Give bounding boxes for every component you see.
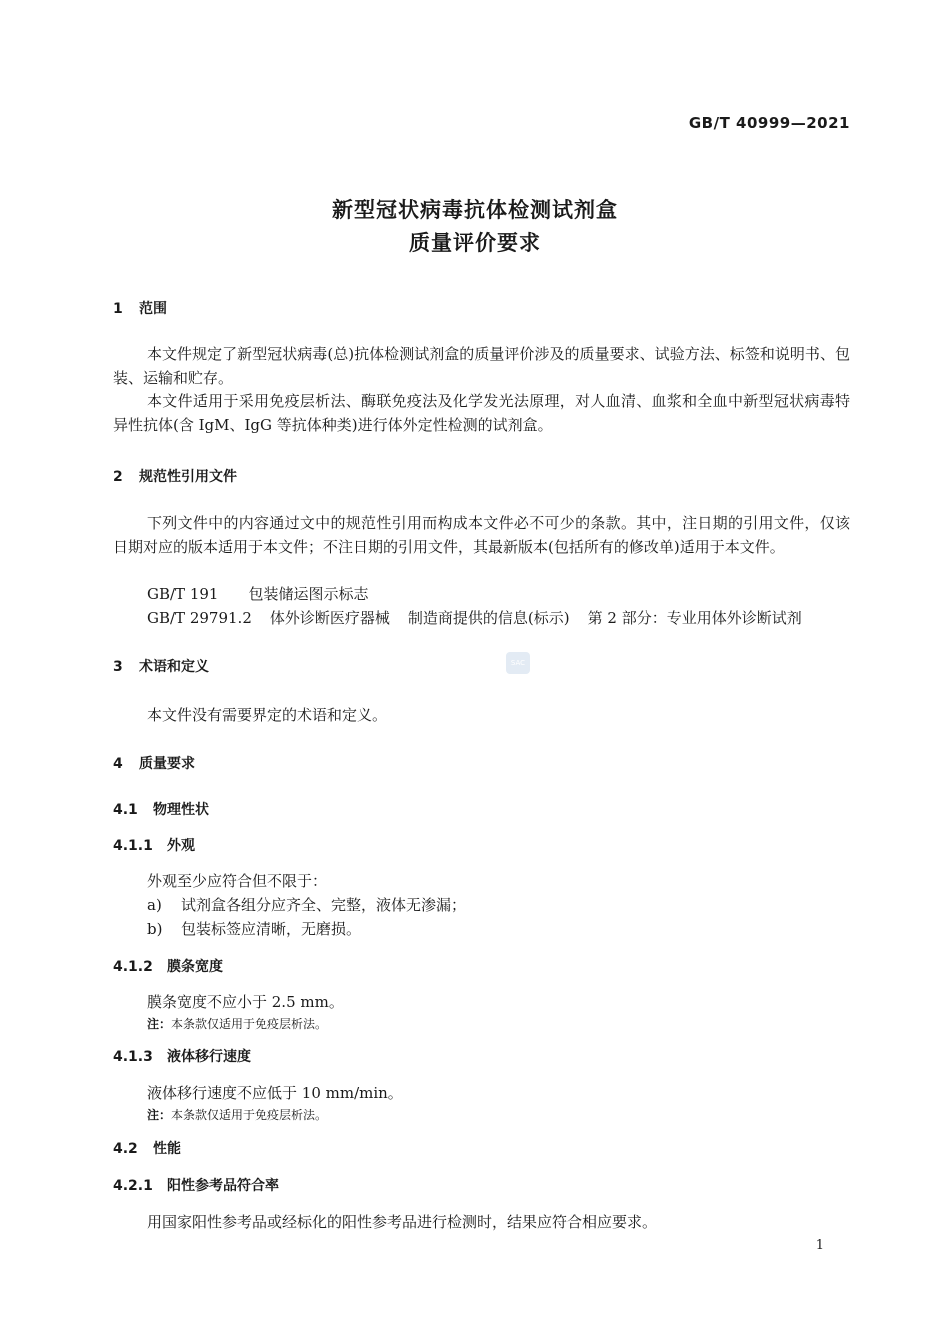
section-2-heading [113,466,237,486]
section-4-2-heading [113,1138,181,1158]
section-title: 术语和定义 [139,659,209,675]
section-number: 4.1.3 [113,1049,153,1065]
note-label: 注： [147,1017,172,1031]
page-number: 1 [815,1238,824,1253]
reference-title: 包装储运图示标志 [248,585,369,603]
section-4-1-3-heading [113,1046,251,1066]
section-number: 1 [113,301,123,317]
section-number: 4.1.2 [113,959,153,975]
section-4-1-1-heading [113,835,195,855]
reference-title-part-a: 体外诊断医疗器械 [269,609,390,627]
section-3-para-1: 本文件没有需要界定的术语和定义。 [147,706,388,724]
section-title: 膜条宽度 [167,959,223,975]
section-number: 4.1 [113,802,138,818]
section-title: 物理性状 [153,802,209,818]
reference-code: GB/T 29791.2 [147,609,252,627]
reference-code: GB/T 191 [147,585,219,603]
note [147,1106,327,1123]
sac-watermark: SAC [506,652,530,674]
section-number: 2 [113,469,123,485]
document-title-line1: 新型冠状病毒抗体检测试剂盒 [332,198,618,222]
reference-1 [147,583,368,604]
note-text: 本条款仅适用于免疫层析法。 [171,1017,328,1031]
section-title: 阳性参考品符合率 [167,1178,279,1194]
section-title: 外观 [167,838,195,854]
section-title: 范围 [139,301,167,317]
list-item-a [147,894,466,915]
section-title: 质量要求 [139,756,195,772]
section-3-heading [113,656,209,676]
reference-title-part-c: 第 2 部分：专业用体外诊断试剂 [587,609,802,627]
note-text: 本条款仅适用于免疫层析法。 [171,1108,328,1122]
section-title: 液体移行速度 [167,1049,251,1065]
section-number: 3 [113,659,123,675]
list-item-text: 包装标签应清晰，无磨损。 [181,920,362,938]
section-number: 4.2 [113,1141,138,1157]
list-item-text: 试剂盒各组分应齐全、完整，液体无渗漏； [181,896,467,914]
positive-reference-text: 用国家阳性参考品或经标化的阳性参考品进行检测时，结果应符合相应要求。 [147,1213,658,1231]
list-item-label: a) [147,896,162,914]
section-1-para-2: 本文件适用于采用免疫层析法、酶联免疫法及化学发光法原理，对人血清、血浆和全血中新型冠状病毒特异性抗体(含 IgM、IgG 等抗体种类)进行体外定性检测的试剂盒。 [113,392,850,434]
reference-title-part-b: 制造商提供的信息(标示) [407,609,570,627]
section-4-1-2-heading [113,956,223,976]
section-4-2-1-heading [113,1175,279,1195]
section-1-heading [113,298,167,318]
membrane-width-text: 膜条宽度不应小于 2.5 mm。 [147,993,344,1011]
standard-number: GB/T 40999—2021 [688,114,850,132]
section-4-1-heading [113,799,209,819]
note-label: 注： [147,1108,172,1122]
reference-2 [147,607,802,628]
section-title: 性能 [153,1141,181,1157]
document-title-line2: 质量评价要求 [409,231,541,255]
list-item-b [147,918,361,939]
appearance-intro: 外观至少应符合但不限于： [147,872,328,890]
section-number: 4.1.1 [113,838,153,854]
flow-rate-text: 液体移行速度不应低于 10 mm/min。 [147,1084,403,1102]
section-title: 规范性引用文件 [139,469,237,485]
list-item-label: b) [147,920,163,938]
section-4-heading [113,753,195,773]
note [147,1015,327,1032]
section-1-para-1: 本文件规定了新型冠状病毒(总)抗体检测试剂盒的质量评价涉及的质量要求、试验方法、标签和说明书、包装、运输和贮存。 [113,345,850,387]
section-number: 4.2.1 [113,1178,153,1194]
section-number: 4 [113,756,123,772]
section-2-para-1: 下列文件中的内容通过文中的规范性引用而构成本文件必不可少的条款。其中，注日期的引用文件，仅该日期对应的版本适用于本文件；不注日期的引用文件，其最新版本(包括所有的修改单)适用于本文件。 [113,514,850,556]
